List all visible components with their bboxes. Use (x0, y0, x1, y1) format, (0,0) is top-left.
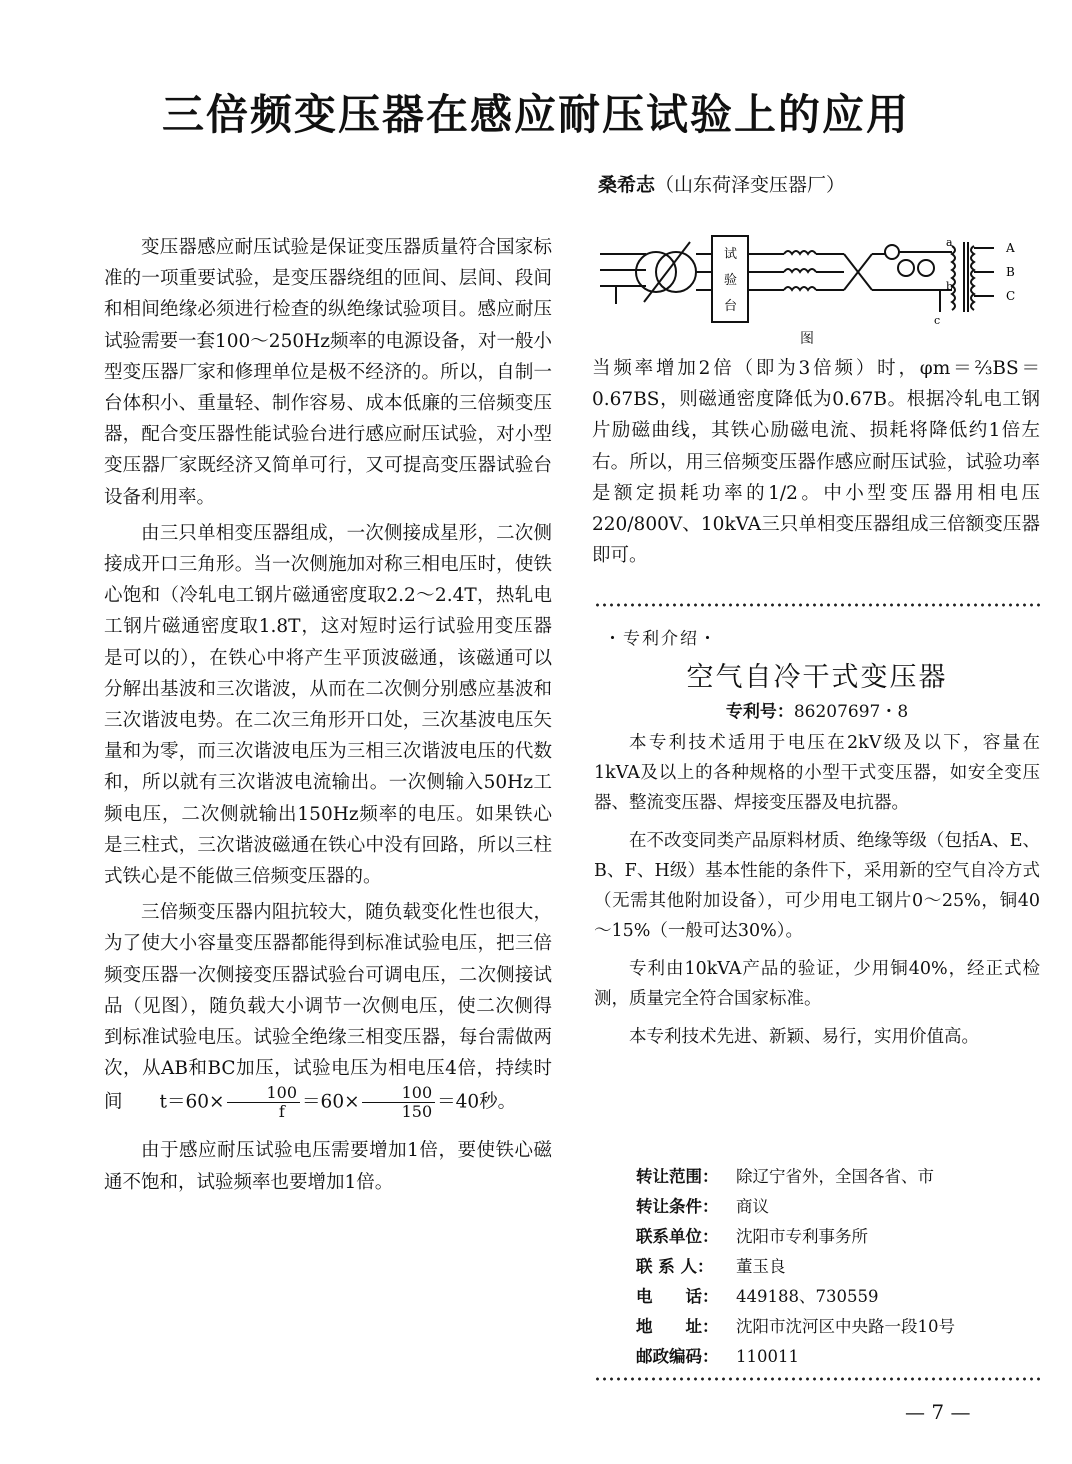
terminal-label: a (946, 236, 953, 249)
author-affiliation: （山东荷泽变压器厂） (655, 174, 846, 196)
patent-title: 空气自冷干式变压器 (686, 662, 948, 693)
paragraph: 本专利技术适用于电压在2kV级及以下，容量在1kVA及以上的各种规格的小型干式变压器，如安全变压器、整流变压器、焊接变压器及电抗器。 (594, 733, 1040, 813)
numerator: 100 (362, 1084, 436, 1103)
terminal-label: B (1006, 265, 1015, 279)
paragraph: 变压器感应耐压试验是保证变压器质量符合国家标准的一项重要试验，是变压器绕组的匝间、层间、段间和相间绝缘必须进行检查的纵绝缘试验项目。感应耐压试验需要一套100～250Hz频率的电源设备，对一般小型变压器厂家和修理单位是极不经济的。所以，自制一台体积小、重量轻、制作容易、成本低廉的三倍频变压器，配合变压器性能试验台进行感应耐压试验，对小型变压器厂家既经济又简单可行，又可提高变压器试验台设备利用率。 (104, 237, 553, 508)
info-row (636, 1162, 1036, 1192)
paragraph: 在不改变同类产品原料材质、绝缘等级（包括A、E、B、F、H级）基本性能的条件下，采用新的空气自冷方式（无需其他附加设备），可少用电工钢片0～25%，铜40～15%（一般可达30%）。 (594, 831, 1040, 941)
right-column-text (592, 353, 1040, 571)
divider (594, 602, 1040, 608)
paragraph (104, 897, 552, 1121)
info-row (636, 1192, 1036, 1222)
info-row (636, 1282, 1036, 1312)
info-label: 地 址： (636, 1317, 719, 1336)
info-label: 联系单位： (636, 1227, 719, 1246)
formula-part: ＝40秒。 (437, 1091, 517, 1113)
info-label: 邮政编码： (636, 1347, 719, 1366)
transfer-info (636, 1162, 1036, 1372)
info-row (636, 1222, 1036, 1252)
patent-body (594, 728, 1040, 1060)
fraction (227, 1084, 301, 1121)
fraction (362, 1084, 436, 1121)
article-title: 三倍频变压器在感应耐压试验上的应用 (161, 90, 910, 139)
box-label-1: 试 (724, 247, 738, 262)
info-value: 董玉良 (736, 1257, 786, 1276)
paragraph: 当频率增加2倍（即为3倍频）时，φm＝⅔BS＝0.67BS，则磁通密度降低为0.67B。根据冷轧电工钢片励磁曲线，其铁心励磁电流、损耗将降低约1倍左右。所以，用三倍频变压器作感应耐压试验，试验功率是额定损耗功率的1/2。中小型变压器用相电压220/800V、10kVA三只单相变压器组成三倍额变压器即可。 (592, 358, 1040, 567)
info-label: 转让范围： (636, 1167, 719, 1186)
terminal-label: C (1006, 289, 1016, 303)
left-column (104, 232, 552, 1203)
duration-formula (123, 1084, 517, 1121)
info-value: 除辽宁省外，全国各省、市 (736, 1167, 934, 1186)
author-line (598, 170, 845, 197)
numerator: 100 (227, 1084, 301, 1103)
info-value: 商议 (736, 1197, 769, 1216)
info-row (636, 1342, 1036, 1372)
figure-caption: 图 (800, 331, 814, 347)
box-label-3: 台 (724, 299, 738, 314)
paragraph: 本专利技术先进、新颖、易行，实用价值高。 (629, 1027, 979, 1047)
terminal-label: b (946, 280, 954, 293)
section-label: ・专利介绍・ (604, 629, 718, 649)
author-name: 桑希志 (598, 174, 656, 196)
info-row (636, 1312, 1036, 1342)
paragraph-text: 三倍频变压器内阻抗较大，随负载变化性也很大，为了使大小容量变压器都能得到标准试验电压，把三倍频变压器一次侧接变压器试验台可调电压，二次侧接试品（见图），随负载大小调节一次侧电压，使二次侧得到标准试验电压。试验全绝缘三相变压器，每台需做两次，从AB和BC加压，试验电压为相电压4倍，持续时间 (104, 902, 552, 1113)
info-label: 转让条件： (636, 1197, 719, 1216)
divider (594, 1376, 1040, 1382)
formula-part: ＝60× (302, 1091, 360, 1113)
denominator: f (278, 1102, 285, 1122)
formula-part: t＝60× (159, 1091, 225, 1113)
info-label: 联 系 人： (636, 1257, 714, 1276)
denominator: 150 (401, 1102, 433, 1122)
page-number: — 7 — (905, 1400, 971, 1424)
patent-number-value: 86207697・8 (793, 702, 909, 722)
paragraph: 由于感应耐压试验电压需要增加1倍，要使铁心磁通不饱和，试验频率也要增加1倍。 (104, 1140, 552, 1193)
patent-number (594, 697, 1040, 722)
patent-number-label: 专利号： (725, 702, 794, 722)
info-row (636, 1252, 1036, 1282)
info-value: 沈阳市沈河区中央路一段10号 (736, 1317, 955, 1336)
info-value: 449188、730559 (736, 1287, 879, 1306)
info-label: 电 话： (636, 1287, 719, 1306)
terminal-label: c (934, 314, 941, 327)
terminal-label: A (1006, 241, 1015, 255)
circuit-diagram (594, 232, 1034, 342)
box-label-2: 验 (724, 273, 738, 288)
paragraph: 专利由10kVA产品的验证，少用铜40%，经正式检测，质量完全符合国家标准。 (594, 959, 1040, 1009)
paragraph: 由三只单相变压器组成，一次侧接成星形，二次侧接成开口三角形。当一次侧施加对称三相电压时，使铁心饱和（冷轧电工钢片磁通密度取2.2～2.4T，热轧电工钢片磁通密度取1.8T，这对短时运行试验用变压器是可以的），在铁心中将产生平顶波磁通，该磁通可以分解出基波和三次谐波，从而在二次侧分别感应基波和三次谐波电势。在二次三角形开口处，三次基波电压矢量和为零，而三次谐波电压为三相三次谐波电压的代数和，所以就有三次谐波电流输出。一次侧输入50Hz工频电压，二次侧就输出150Hz频率的电压。如果铁心是三柱式，三次谐波磁通在铁心中没有回路，所以三柱式铁心是不能做三倍频变压器的。 (104, 522, 552, 888)
info-value: 110011 (736, 1347, 799, 1366)
info-value: 沈阳市专利事务所 (736, 1227, 868, 1246)
